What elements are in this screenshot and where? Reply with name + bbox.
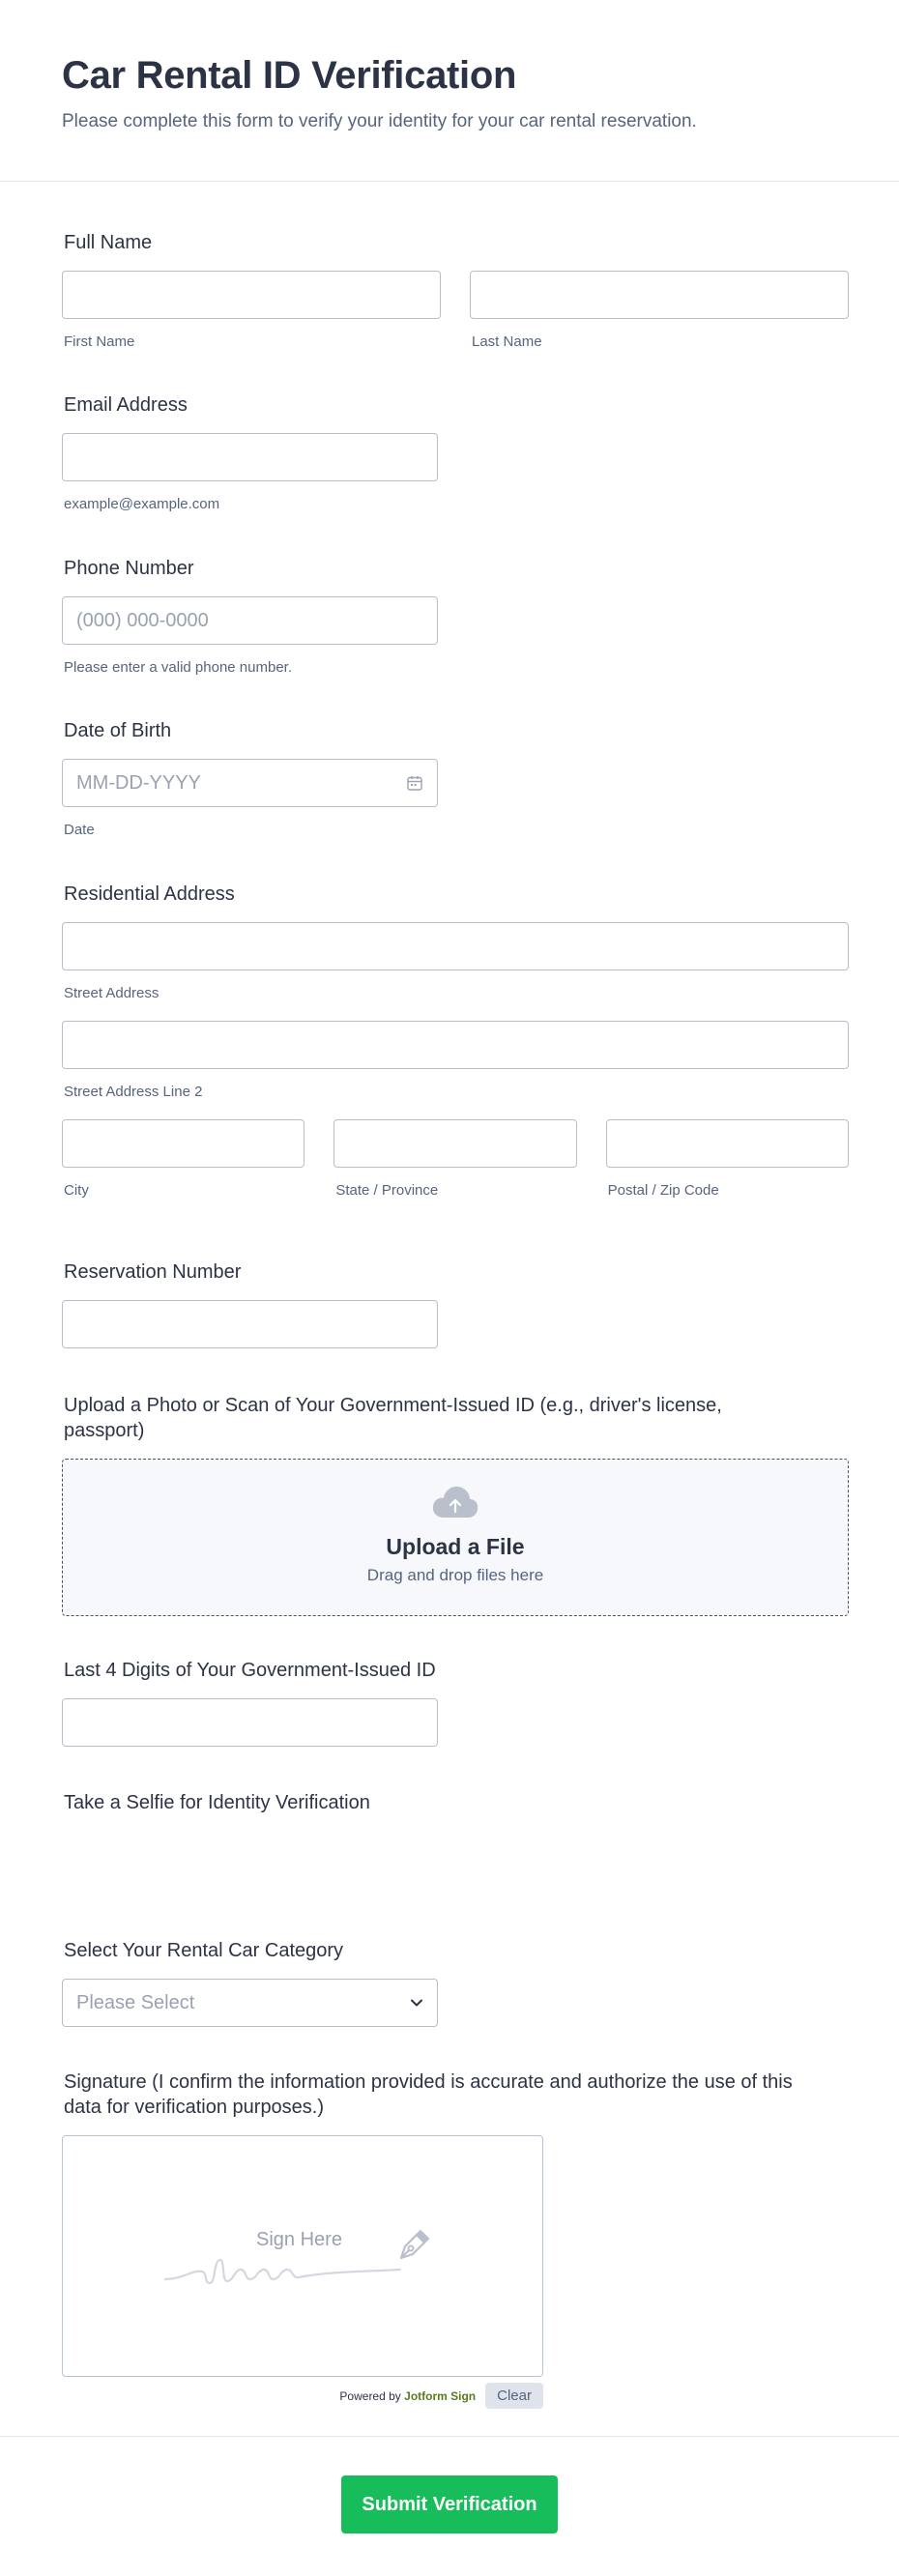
last4-label: Last 4 Digits of Your Government-Issued ID (64, 1660, 436, 1681)
calendar-icon[interactable] (406, 774, 423, 792)
chevron-down-icon (410, 1998, 423, 2008)
first-name-sublabel: First Name (64, 333, 135, 350)
full-name-label: Full Name (64, 232, 153, 253)
state-input[interactable] (334, 1119, 576, 1168)
phone-sublabel: Please enter a valid phone number. (64, 659, 292, 676)
dob-placeholder: MM-DD-YYYY (76, 771, 201, 794)
phone-placeholder: (000) 000-0000 (76, 609, 209, 631)
id-upload-label: Upload a Photo or Scan of Your Government-Issued ID (e.g., driver's license, passport) (64, 1395, 722, 1441)
page-title: Car Rental ID Verification (62, 54, 517, 97)
submit-verification-button[interactable]: Submit Verification (341, 2475, 558, 2533)
id-upload-field (62, 1393, 849, 1616)
form-header (0, 0, 899, 182)
reservation-number-input[interactable] (62, 1300, 438, 1348)
powered-prefix: Powered by (339, 2388, 401, 2403)
phone-label: Phone Number (64, 558, 194, 579)
selfie-field (62, 1790, 849, 1815)
file-upload-dropzone[interactable] (62, 1459, 849, 1616)
dob-label: Date of Birth (64, 720, 172, 741)
car-category-selected: Please Select (76, 1991, 195, 2013)
car-category-select[interactable] (62, 1979, 438, 2027)
street-address-input[interactable] (62, 922, 849, 970)
signature-label: Signature (I confirm the information provided is accurate and authorize the use of this data for verification purposes.) (64, 2071, 793, 2118)
selfie-label: Take a Selfie for Identity Verification (64, 1792, 370, 1813)
street-address-line2-input[interactable] (62, 1021, 849, 1069)
reservation-field (62, 1259, 438, 1348)
zip-input[interactable] (606, 1119, 849, 1168)
form-footer (0, 2436, 899, 2576)
street-address-sublabel: Street Address (64, 985, 160, 1001)
street-address-line2-sublabel: Street Address Line 2 (64, 1084, 203, 1100)
phone-field (62, 556, 438, 678)
email-sublabel: example@example.com (64, 496, 220, 512)
signature-scribble-icon (163, 2250, 405, 2294)
page-subtitle: Please complete this form to verify your identity for your car rental reservation. (62, 111, 697, 131)
last4-input[interactable] (62, 1698, 438, 1747)
cloud-upload-icon (431, 1485, 479, 1524)
state-sublabel: State / Province (335, 1182, 439, 1199)
phone-input[interactable] (62, 596, 438, 645)
reservation-label: Reservation Number (64, 1261, 242, 1283)
address-label: Residential Address (64, 883, 235, 905)
car-category-label: Select Your Rental Car Category (64, 1940, 344, 1961)
last-name-input[interactable] (470, 271, 849, 319)
signature-pad[interactable] (62, 2135, 543, 2377)
dob-input[interactable] (62, 759, 438, 807)
sign-here-placeholder: Sign Here (256, 2229, 342, 2250)
car-category-field (62, 1938, 438, 2027)
zip-sublabel: Postal / Zip Code (607, 1182, 719, 1199)
full-name-field (62, 230, 849, 352)
upload-title: Upload a File (386, 1534, 525, 1559)
address-field (62, 882, 849, 1201)
signature-footer (62, 2383, 543, 2409)
upload-subtitle: Drag and drop files here (366, 1566, 544, 1584)
first-name-input[interactable] (62, 271, 441, 319)
email-label: Email Address (64, 394, 188, 416)
city-input[interactable] (62, 1119, 304, 1168)
dob-field (62, 718, 438, 840)
last-name-sublabel: Last Name (472, 333, 542, 350)
dob-sublabel: Date (64, 822, 95, 838)
clear-signature-button[interactable]: Clear (485, 2383, 543, 2409)
last4-field (62, 1658, 438, 1747)
jotform-sign-brand: Jotform Sign (404, 2388, 477, 2403)
signature-field (62, 2069, 849, 2409)
email-input[interactable] (62, 433, 438, 481)
city-sublabel: City (64, 1182, 89, 1199)
email-field (62, 392, 438, 514)
powered-by (339, 2389, 476, 2403)
